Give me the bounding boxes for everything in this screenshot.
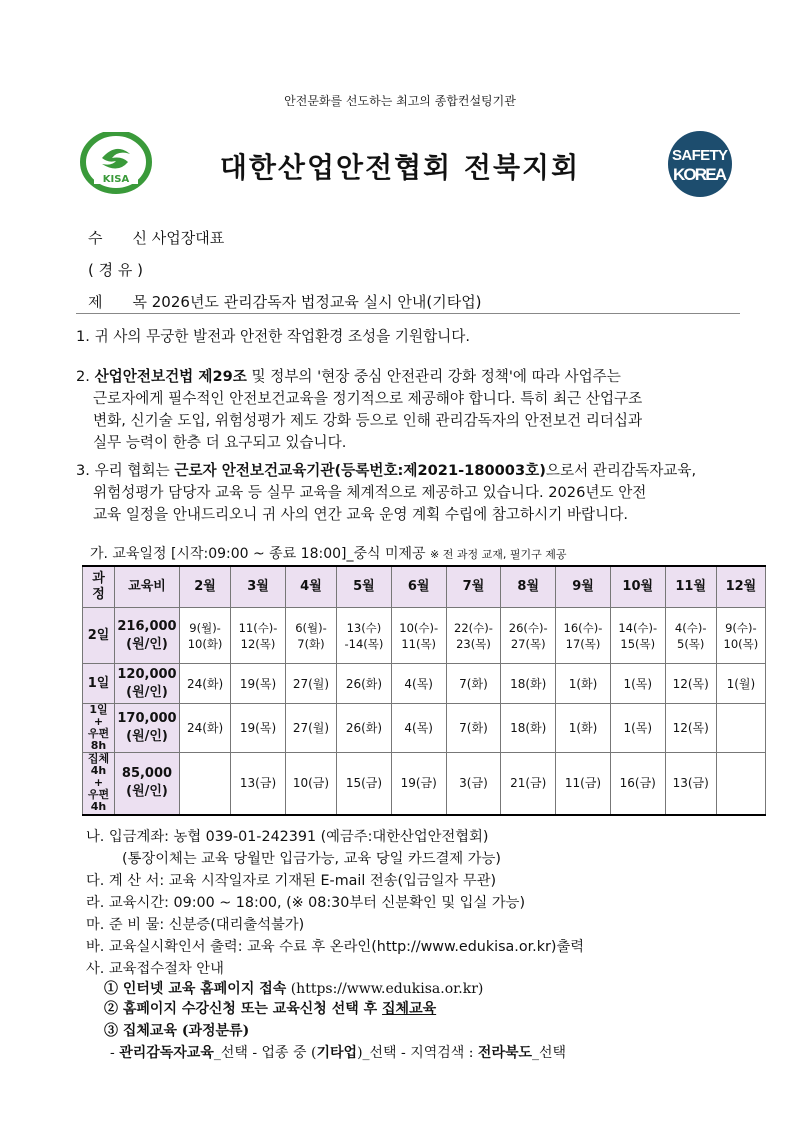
- safety-korea-logo: [667, 130, 733, 198]
- para2-line: 근로자에게 필수적인 안전보건교육을 정기적으로 제공해야 합니다. 특히 최근 산업구조: [93, 390, 643, 407]
- table-row: [83, 704, 766, 753]
- date-cell: 1(목): [610, 704, 665, 753]
- para3-line: 교육 일정을 안내드리오니 귀 사의 연간 교육 운영 계획 수립에 참고하시기 바랍니다.: [93, 506, 628, 523]
- column-header: 과 정: [83, 566, 115, 608]
- course-cell: 1일 + 우편 8h: [83, 704, 115, 753]
- table-row: [83, 664, 766, 704]
- column-header: 2월: [180, 566, 231, 608]
- column-header: 12월: [716, 566, 765, 608]
- date-cell: [716, 704, 765, 753]
- step-1: [104, 978, 483, 998]
- paragraph-1: 1. 귀 사의 무궁한 발전과 안전한 작업환경 조성을 기원합니다.: [76, 328, 471, 345]
- step-1-url[interactable]: (https://www.edukisa.or.kr): [286, 981, 484, 997]
- table-row: [83, 608, 766, 664]
- date-cell: 19(목): [231, 704, 286, 753]
- org-title: 대한산업안전협회 전북지회: [219, 151, 581, 184]
- column-header: 10월: [610, 566, 665, 608]
- table-header-row: [83, 566, 766, 608]
- subject: 2026년도 관리감독자 법정교육 실시 안내(기타업): [151, 293, 482, 311]
- para3-prefix: 3. 우리 협회는: [76, 462, 175, 479]
- date-cell: 7(화): [446, 704, 501, 753]
- date-cell: 4(수)- 5(목): [665, 608, 716, 664]
- fee-cell: 85,000 (원/인): [115, 753, 180, 815]
- date-cell: 11(금): [556, 753, 611, 815]
- date-cell: 21(금): [501, 753, 556, 815]
- date-cell: 9(월)- 10(화): [180, 608, 231, 664]
- date-cell: 16(금): [610, 753, 665, 815]
- svg-text:KISA: KISA: [102, 174, 130, 185]
- date-cell: 27(월): [285, 704, 336, 753]
- course-cell: 1일: [83, 664, 115, 704]
- step-3-text: ③ 집체교육 (과정분류): [104, 1023, 250, 1039]
- note-items: 마. 준 비 물: 신분증(대리출석불가): [86, 917, 305, 933]
- date-cell: 18(화): [501, 704, 556, 753]
- column-header: 3월: [231, 566, 286, 608]
- column-header: 6월: [391, 566, 446, 608]
- step-4: [110, 1042, 566, 1062]
- via-line: ( 경 유 ): [88, 261, 143, 279]
- date-cell: 10(수)- 11(목): [391, 608, 446, 664]
- note-account: 나. 입금계좌: 농협 039-01-242391 (예금주:대한산업안전협회): [86, 829, 489, 845]
- note-account-detail: (통장이체는 교육 당월만 입금가능, 교육 당일 카드결제 가능): [122, 851, 501, 867]
- course-cell: 집체 4h + 우편 4h: [83, 753, 115, 815]
- date-cell: 1(화): [556, 664, 611, 704]
- fee-cell: 170,000 (원/인): [115, 704, 180, 753]
- column-header: 4월: [285, 566, 336, 608]
- date-cell: 6(월)- 7(화): [285, 608, 336, 664]
- column-header: 5월: [337, 566, 392, 608]
- note-time: 라. 교육시간: 09:00 ~ 18:00, (※ 08:30부터 신분확인 및 입실 가능): [86, 895, 526, 911]
- column-header: 교육비: [115, 566, 180, 608]
- date-cell: 13(금): [665, 753, 716, 815]
- step-2-underlined: 집체교육: [382, 1001, 437, 1017]
- recipient: 사업장대표: [151, 229, 225, 247]
- para2-line: 실무 능력이 한층 더 요구되고 있습니다.: [93, 434, 347, 451]
- course-cell: 2일: [83, 608, 115, 664]
- step-4-industry: 기타업: [316, 1045, 358, 1061]
- note-invoice: 다. 계 산 서: 교육 시작일자로 기재된 E-mail 전송(입금일자 무관): [86, 873, 497, 889]
- step-2-text: ② 홈페이지 수강신청 또는 교육신청 선택 후: [104, 1001, 383, 1017]
- note-certificate: 바. 교육실시확인서 출력: 교육 수료 후 온라인(http://www.edukisa.or.kr)출력: [86, 939, 585, 955]
- fee-cell: 120,000 (원/인): [115, 664, 180, 704]
- date-cell: [716, 753, 765, 815]
- paragraph-3: [76, 460, 696, 526]
- date-cell: 11(수)- 12(목): [231, 608, 286, 664]
- date-cell: 26(화): [337, 704, 392, 753]
- step-4-part: -: [110, 1045, 120, 1061]
- para3-line: 으로서 관리감독자교육,: [545, 462, 697, 479]
- step-4-part: _선택 - 업종 중 (: [213, 1045, 317, 1061]
- schedule-title-line: [90, 543, 566, 563]
- date-cell: 27(월): [285, 664, 336, 704]
- date-cell: 3(금): [446, 753, 501, 815]
- date-cell: 12(목): [665, 704, 716, 753]
- svg-text:KOREA: KOREA: [673, 165, 727, 184]
- para2-prefix: 2.: [76, 368, 95, 385]
- step-1-text: ① 인터넷 교육 홈페이지 접속: [104, 981, 287, 997]
- date-cell: 19(목): [231, 664, 286, 704]
- note-procedure: 사. 교육접수절차 안내: [86, 961, 224, 977]
- step-2: [104, 998, 436, 1018]
- recipient-line: [88, 227, 224, 248]
- date-cell: 9(수)- 10(목): [716, 608, 765, 664]
- para2-line: 및 정부의 '현장 중심 안전관리 강화 정책'에 따라 사업주는: [246, 368, 621, 385]
- date-cell: 13(금): [231, 753, 286, 815]
- date-cell: 14(수)- 15(목): [610, 608, 665, 664]
- column-header: 9월: [556, 566, 611, 608]
- column-header: 7월: [446, 566, 501, 608]
- svg-text:SAFETY: SAFETY: [672, 147, 728, 164]
- column-header: 8월: [501, 566, 556, 608]
- divider: [76, 313, 740, 314]
- date-cell: 24(화): [180, 664, 231, 704]
- para3-line: 위험성평가 담당자 교육 등 실무 교육을 체계적으로 제공하고 있습니다. 2026년도 안전: [93, 484, 647, 501]
- date-cell: 19(금): [391, 753, 446, 815]
- step-4-part: _선택: [532, 1045, 567, 1061]
- date-cell: 26(화): [337, 664, 392, 704]
- schedule-note: ※ 전 과정 교재, 필기구 제공: [430, 548, 567, 561]
- tagline: 안전문화를 선도하는 최고의 종합컨설팅기관: [284, 94, 516, 108]
- registration-number: 근로자 안전보건교육기관(등록번호:제2021-180003호): [174, 462, 546, 479]
- date-cell: 26(수)- 27(목): [501, 608, 556, 664]
- law-reference: 산업안전보건법 제29조: [94, 368, 247, 385]
- step-4-course: 관리감독자교육: [119, 1045, 214, 1061]
- date-cell: 1(화): [556, 704, 611, 753]
- date-cell: 24(화): [180, 704, 231, 753]
- date-cell: [180, 753, 231, 815]
- date-cell: 13(수) -14(목): [337, 608, 392, 664]
- date-cell: 12(목): [665, 664, 716, 704]
- step-3: [104, 1020, 249, 1040]
- date-cell: 1(월): [716, 664, 765, 704]
- date-cell: 22(수)- 23(목): [446, 608, 501, 664]
- recipient-label: 수 신: [88, 229, 147, 247]
- date-cell: 18(화): [501, 664, 556, 704]
- date-cell: 15(금): [337, 753, 392, 815]
- subject-line: [88, 291, 482, 312]
- date-cell: 16(수)- 17(목): [556, 608, 611, 664]
- date-cell: 1(목): [610, 664, 665, 704]
- date-cell: 4(목): [391, 704, 446, 753]
- schedule-title: 가. 교육일정 [시작:09:00 ~ 종료 18:00]_중식 미제공: [90, 546, 426, 562]
- table-row: [83, 753, 766, 815]
- step-4-region: 전라북도: [477, 1045, 533, 1061]
- column-header: 11월: [665, 566, 716, 608]
- paragraph-2: [76, 366, 642, 454]
- subject-label: 제 목: [88, 293, 147, 311]
- para2-line: 변화, 신기술 도입, 위험성평가 제도 강화 등으로 인해 관리감독자의 안전보건 리더십과: [93, 412, 643, 429]
- step-4-part: )_선택 - 지역검색 :: [357, 1045, 478, 1061]
- schedule-table: [82, 565, 766, 816]
- date-cell: 7(화): [446, 664, 501, 704]
- date-cell: 4(목): [391, 664, 446, 704]
- fee-cell: 216,000 (원/인): [115, 608, 180, 664]
- date-cell: 10(금): [285, 753, 336, 815]
